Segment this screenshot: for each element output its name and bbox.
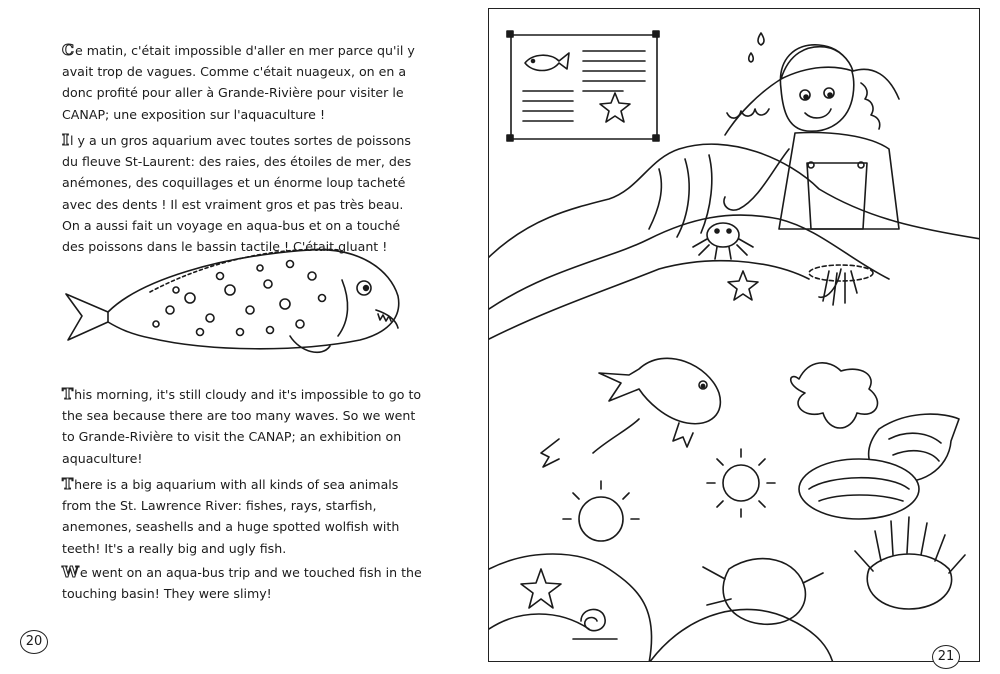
sea-urchin (707, 449, 775, 517)
starfish-big (791, 363, 878, 428)
tank-rim (649, 155, 712, 237)
paragraph-fr-1 (62, 40, 422, 125)
anemone (855, 517, 965, 609)
girl-figure (724, 45, 899, 305)
wolfish-body (108, 250, 399, 349)
paragraph-en-3 (62, 562, 422, 604)
wolfish-fin (290, 336, 330, 352)
starfish-small (521, 569, 561, 608)
wolfish-illustration (60, 240, 420, 360)
page-number-left: 20 (20, 630, 48, 654)
ray (541, 358, 720, 467)
left-page (0, 0, 470, 674)
wall-poster (507, 31, 659, 141)
paragraph-text: l y a un gros aquarium avec toutes sortes de poissons du fleuve St-Laurent: des raies, des étoiles de mer, des anémones, des coquillages et un énorme loup tacheté avec des dents ! Il est vraiment gros et pas très beau. On a aussi fait un voyage en aqua-bus et on a touché des poissons dans le bassin tactile ! C'était gluant ! (62, 133, 412, 255)
wolfish-tail (66, 294, 108, 340)
paragraph-text: here is a big aquarium with all kinds of sea animals from the St. Lawrence River: fishes, rays, starfish, anemones, seashells and a huge spotted wolfish with teeth! It's a really big and ugly fish. (62, 477, 400, 556)
right-page (470, 0, 1000, 674)
paragraph-text: e matin, c'était impossible d'aller en mer parce qu'il y avait trop de vagues. Comme c'était nuageux, on en a donc profité pour aller à Grande-Rivière pour visiter le CANAP; une exposition sur l'aquaculture ! (62, 43, 415, 122)
drop-cap: T (62, 475, 74, 493)
aquarium-illustration (488, 8, 980, 662)
seashell-clam (799, 459, 919, 519)
drop-cap: W (62, 563, 79, 581)
sea-urchin-2 (563, 481, 639, 541)
page-number-right: 21 (932, 645, 960, 669)
drop-cap: T (62, 385, 74, 403)
paragraph-fr-2 (62, 130, 422, 257)
wolfish-gill (338, 280, 348, 336)
paragraph-en-1 (62, 384, 422, 469)
wolfish-spots (153, 261, 326, 336)
paragraph-text: his morning, it's still cloudy and it's impossible to go to the sea because there are too many waves. So we went to Grande-Rivière to visit the CANAP; an exhibition on aquaculture! (62, 387, 422, 466)
crab-bottom (703, 559, 823, 625)
drop-cap: C (62, 41, 74, 59)
drop-cap: I (62, 131, 70, 149)
wolfish-dorsal-fin (150, 249, 340, 292)
paragraph-en-2 (62, 474, 422, 559)
starfish (728, 271, 758, 300)
paragraph-text: e went on an aqua-bus trip and we touched fish in the touching basin! They were slimy! (62, 565, 422, 602)
